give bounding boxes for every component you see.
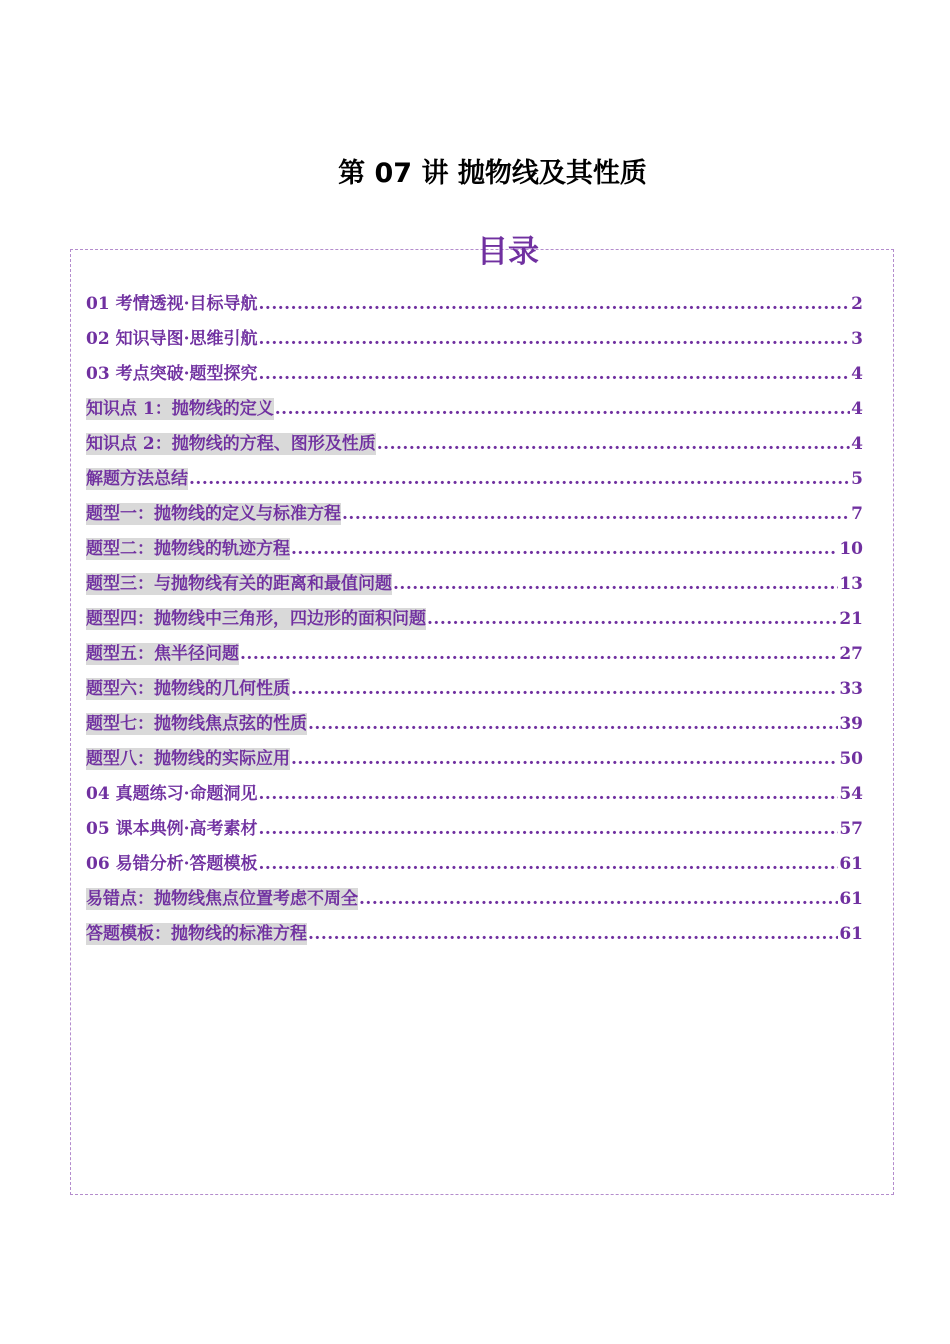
toc-entry-page: 5 [851, 469, 863, 489]
toc-entry[interactable] [86, 462, 863, 497]
toc-entry-page: 13 [839, 574, 863, 594]
toc-entry-page: 4 [851, 434, 863, 454]
toc-entry-label: 题型五：焦半径问题 [86, 644, 239, 664]
toc-entry[interactable] [86, 777, 863, 812]
toc-entry-label: 题型七：抛物线焦点弦的性质 [86, 714, 307, 734]
toc-entry-page: 50 [839, 749, 863, 769]
toc-entry-label: 答题模板：抛物线的标准方程 [86, 924, 307, 944]
toc-leader [291, 672, 838, 707]
toc-leader [275, 392, 850, 427]
toc-entry-page: 61 [839, 924, 863, 944]
toc-entry-page: 7 [851, 504, 863, 524]
document-title: 第 07 讲 抛物线及其性质 [338, 158, 647, 189]
toc-leader [259, 777, 839, 812]
toc-leader [259, 322, 851, 357]
toc-leader [291, 742, 838, 777]
toc-entry-page: 39 [839, 714, 863, 734]
toc-entry-label: 06 易错分析·答题模板 [86, 854, 258, 874]
toc-entry[interactable] [86, 322, 863, 357]
toc-entry-label: 易错点：抛物线焦点位置考虑不周全 [86, 889, 358, 909]
toc-entry[interactable] [86, 602, 863, 637]
toc-entry-label: 01 考情透视·目标导航 [86, 294, 258, 314]
toc-entry[interactable] [86, 812, 863, 847]
toc-entry-page: 10 [839, 539, 863, 559]
toc-entry[interactable] [86, 672, 863, 707]
toc-entry-page: 61 [839, 889, 863, 909]
toc-leader [259, 357, 851, 392]
toc-entry-label: 05 课本典例·高考素材 [86, 819, 258, 839]
toc-entry-label: 02 知识导图·思维引航 [86, 329, 258, 349]
toc-entry-label: 04 真题练习·命题洞见 [86, 784, 258, 804]
toc-entry-label: 知识点 1：抛物线的定义 [86, 399, 274, 419]
toc-leader [240, 637, 838, 672]
toc-entry-label: 题型二：抛物线的轨迹方程 [86, 539, 290, 559]
toc-entry-page: 61 [839, 854, 863, 874]
toc-leader [308, 707, 838, 742]
toc-entry-page: 54 [839, 784, 863, 804]
toc-entry[interactable] [86, 427, 863, 462]
toc-leader [377, 427, 850, 462]
toc-entry-label: 知识点 2：抛物线的方程、图形及性质 [86, 434, 376, 454]
toc-list [86, 287, 863, 952]
toc-leader [291, 532, 838, 567]
toc-entry[interactable] [86, 847, 863, 882]
toc-entry[interactable] [86, 637, 863, 672]
toc-entry[interactable] [86, 567, 863, 602]
toc-leader [259, 287, 851, 322]
toc-entry-label: 题型一：抛物线的定义与标准方程 [86, 504, 341, 524]
toc-entry-page: 27 [839, 644, 863, 664]
toc-entry[interactable] [86, 742, 863, 777]
toc-entry[interactable] [86, 497, 863, 532]
toc-entry[interactable] [86, 392, 863, 427]
toc-entry-label: 题型四：抛物线中三角形，四边形的面积问题 [86, 609, 426, 629]
toc-leader [259, 812, 839, 847]
toc-heading: 目录 [477, 234, 539, 270]
toc-entry-page: 33 [839, 679, 863, 699]
toc-leader [427, 602, 838, 637]
toc-leader [393, 567, 838, 602]
toc-entry-page: 4 [851, 399, 863, 419]
toc-entry[interactable] [86, 882, 863, 917]
toc-entry-label: 题型三：与抛物线有关的距离和最值问题 [86, 574, 392, 594]
toc-entry-label: 03 考点突破·题型探究 [86, 364, 258, 384]
toc-entry-page: 3 [851, 329, 863, 349]
toc-entry-label: 题型六：抛物线的几何性质 [86, 679, 290, 699]
toc-entry[interactable] [86, 917, 863, 952]
toc-entry[interactable] [86, 532, 863, 567]
toc-leader [308, 917, 838, 952]
toc-entry-label: 题型八：抛物线的实际应用 [86, 749, 290, 769]
toc-leader [259, 847, 839, 882]
toc-entry-page: 4 [851, 364, 863, 384]
toc-entry-page: 57 [839, 819, 863, 839]
toc-entry[interactable] [86, 287, 863, 322]
toc-entry[interactable] [86, 707, 863, 742]
toc-entry[interactable] [86, 357, 863, 392]
toc-entry-page: 21 [839, 609, 863, 629]
toc-leader [359, 882, 838, 917]
toc-entry-label: 解题方法总结 [86, 469, 188, 489]
toc-entry-page: 2 [851, 294, 863, 314]
toc-leader [342, 497, 850, 532]
toc-leader [189, 462, 850, 497]
